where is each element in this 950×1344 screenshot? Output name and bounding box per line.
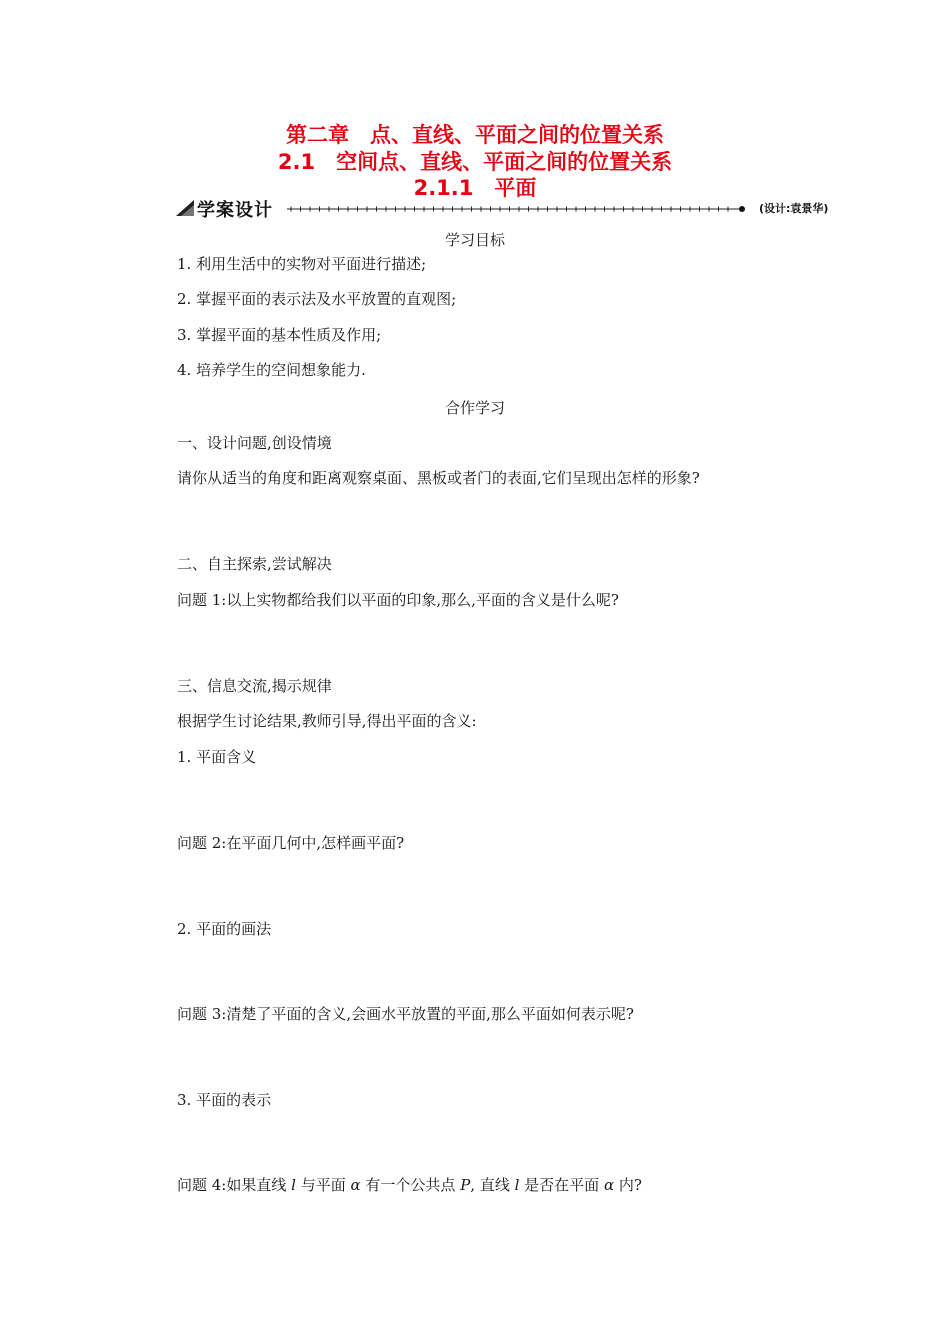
part3-text: 根据学生讨论结果,教师引导,得出平面的含义: [177, 712, 477, 730]
designer-credit: (设计:袁景华) [759, 202, 829, 215]
goal-item-1: 1. 利用生活中的实物对平面进行描述; [177, 255, 427, 273]
question-1: 问题 1:以上实物都给我们以平面的印象,那么,平面的含义是什么呢? [177, 591, 619, 609]
subheading-3: 3. 平面的表示 [177, 1091, 272, 1109]
subsection-title: 2.1.1 平面 [413, 176, 537, 200]
question-3: 问题 3:清楚了平面的含义,会画水平放置的平面,那么平面如何表示呢? [177, 1005, 634, 1023]
subheading-2: 2. 平面的画法 [177, 920, 272, 938]
section-banner [176, 196, 852, 222]
part2-title: 二、自主探索,尝试解决 [177, 555, 332, 573]
subheading-1: 1. 平面含义 [177, 748, 257, 766]
banner-label: 学案设计 [197, 200, 273, 221]
goal-item-3: 3. 掌握平面的基本性质及作用; [177, 326, 382, 344]
goal-item-4: 4. 培养学生的空间想象能力. [177, 361, 366, 379]
goal-item-2: 2. 掌握平面的表示法及水平放置的直观图; [177, 290, 457, 308]
chapter-title: 第二章 点、直线、平面之间的位置关系 [286, 123, 664, 147]
part3-title: 三、信息交流,揭示规律 [177, 677, 332, 695]
section-title: 2.1 空间点、直线、平面之间的位置关系 [277, 150, 673, 174]
coop-heading: 合作学习 [444, 399, 505, 417]
part1-text: 请你从适当的角度和距离观察桌面、黑板或者门的表面,它们呈现出怎样的形象? [177, 469, 700, 487]
dotted-rule [287, 206, 747, 212]
pencil-wedge-icon [176, 200, 194, 216]
question-2: 问题 2:在平面几何中,怎样画平面? [177, 834, 405, 852]
goals-heading: 学习目标 [444, 231, 505, 249]
question-4: 问题 4:如果直线 l 与平面 α 有一个公共点 P, 直线 l 是否在平面 α 内? [177, 1176, 642, 1194]
part1-title: 一、设计问题,创设情境 [177, 434, 332, 452]
